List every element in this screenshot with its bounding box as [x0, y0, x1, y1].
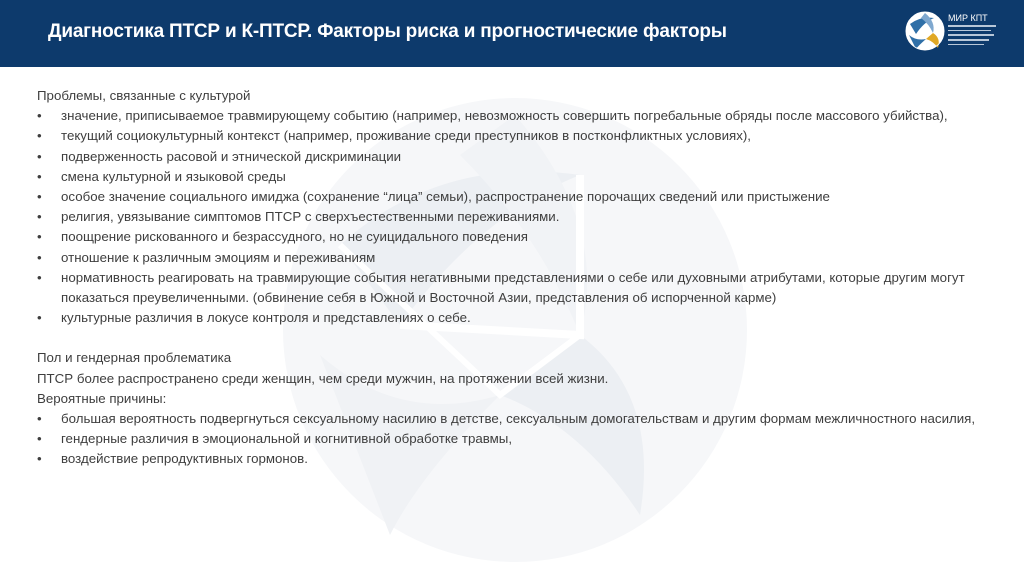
culture-section-title: Проблемы, связанные с культурой [37, 88, 251, 103]
list-item [37, 106, 997, 126]
list-item [37, 167, 997, 187]
bullet-icon: • [37, 189, 42, 205]
list-item-text: текущий социокультурный контекст (например, проживание среди преступников в постконфликтных условиях), [61, 128, 751, 144]
slide-header [0, 0, 1024, 67]
list-item-text: подверженность расовой и этнической дискриминации [61, 148, 402, 164]
list-item [37, 308, 997, 328]
company-logo [904, 10, 1014, 60]
bullet-icon: • [37, 209, 42, 225]
section-spacer [37, 328, 997, 348]
gender-causes-list [37, 409, 997, 470]
list-item-text: культурные различия в локусе контроля и представлениях о себе. [61, 310, 471, 326]
gender-section-title: Пол и гендерная проблематика [37, 350, 232, 366]
bullet-icon: • [37, 249, 42, 265]
list-item [37, 409, 997, 429]
causes-label: Вероятные причины: [37, 390, 167, 406]
logo-tagline [948, 25, 996, 48]
list-item-text: особое значение социального имиджа (сохранение “лица” семьи), распространение порочащих сведений или пристыжение [61, 189, 830, 205]
bullet-icon: • [37, 310, 42, 326]
bullet-icon: • [37, 128, 42, 144]
gender-statement: ПТСР более распространено среди женщин, чем среди мужчин, на протяжении всей жизни. [37, 370, 609, 386]
bullet-icon: • [37, 148, 42, 164]
bullet-icon: • [37, 229, 42, 245]
list-item [37, 248, 997, 268]
list-item-text: воздействие репродуктивных гормонов. [61, 451, 308, 467]
list-item [37, 187, 997, 207]
list-item [37, 449, 997, 469]
globe-logo-icon [904, 10, 946, 52]
culture-list [37, 106, 997, 328]
bullet-icon: • [37, 108, 42, 124]
list-item-text: отношение к различным эмоциям и переживаниям [61, 249, 376, 265]
bullet-icon: • [37, 411, 42, 427]
list-item-text: религия, увязывание симптомов ПТСР с сверхъестественными переживаниями. [61, 209, 560, 225]
slide-body [37, 86, 997, 470]
list-item-text: значение, приписываемое травмирующему событию (например, невозможность совершить погребальные обряды после массового убийства), [61, 108, 948, 124]
list-item [37, 126, 997, 146]
bullet-icon: • [37, 269, 42, 285]
list-item-text: гендерные различия в эмоциональной и когнитивной обработке травмы, [61, 431, 513, 447]
list-item-text: нормативность реагировать на травмирующие события негативными представлениями о себе или духовными атрибутами, которые другим могут показаться преувеличенными. (обвинение себя в Южной и Восточной Азии, представления об испорченной карме) [61, 269, 965, 306]
list-item [37, 147, 997, 167]
logo-name: МИР КПТ [948, 13, 988, 23]
slide-title: Диагностика ПТСР и К-ПТСР. Факторы риска и прогностические факторы [48, 21, 727, 42]
list-item-text: смена культурной и языковой среды [61, 168, 286, 184]
bullet-icon: • [37, 451, 42, 467]
list-item-text: большая вероятность подвергнуться сексуальному насилию в детстве, сексуальным домогательствам и другим формам межличностного насилия, [61, 411, 976, 427]
list-item [37, 268, 997, 308]
list-item-text: поощрение рискованного и безрассудного, но не суицидального поведения [61, 229, 528, 245]
bullet-icon: • [37, 431, 42, 447]
list-item [37, 227, 997, 247]
bullet-icon: • [37, 168, 42, 184]
list-item [37, 429, 997, 449]
list-item [37, 207, 997, 227]
